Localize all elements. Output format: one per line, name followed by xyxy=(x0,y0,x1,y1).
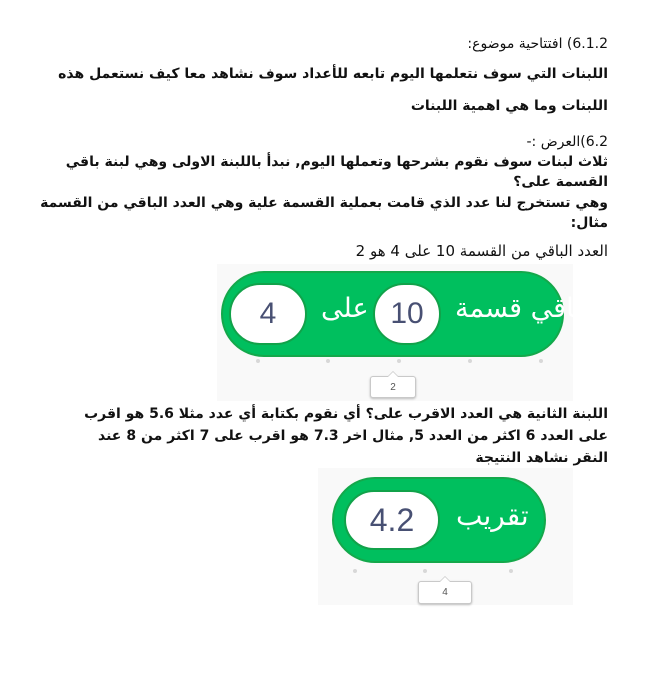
round-line-1 xyxy=(84,406,608,422)
round-block-screenshot xyxy=(318,468,573,605)
mod-result-tooltip: 2 xyxy=(370,376,416,398)
tick-mark xyxy=(326,359,330,363)
presentation-line-4: مثال: xyxy=(570,215,608,231)
presentation-example: العدد الباقي من القسمة 10 على 4 هو 2 xyxy=(355,242,608,260)
presentation-line-3: وهي تستخرج لنا عدد الذي قامت بعملية القسمة علية وهي العدد الباقي من القسمة xyxy=(40,195,608,211)
presentation-line-1: ثلاث لبنات سوف نقوم بشرحها وتعملها اليوم, نبدأ باللبنة الاولى وهي لبنة باقي xyxy=(65,154,608,170)
round-result-tooltip: 4 xyxy=(418,581,472,604)
round-block[interactable] xyxy=(332,477,546,563)
tick-mark xyxy=(423,569,427,573)
mod-label-on: على xyxy=(321,293,369,324)
mod-label-remainder: باقي قسمة xyxy=(455,293,582,324)
tick-mark xyxy=(539,359,543,363)
round-value-input[interactable]: 4.2 xyxy=(344,490,440,550)
intro-heading: 6.1.2) افتتاحية موضوع: xyxy=(467,36,608,52)
intro-line-2: اللبنات وما هي اهمية اللبنات xyxy=(410,98,608,114)
mod-divisor-input[interactable]: 4 xyxy=(229,283,307,345)
presentation-line-2: القسمة على؟ xyxy=(513,174,608,190)
round-line-3: النقر نشاهد النتيجة xyxy=(475,450,608,466)
tick-mark xyxy=(353,569,357,573)
mod-block-screenshot xyxy=(217,264,582,401)
round-label: تقريب xyxy=(456,499,529,532)
tick-mark xyxy=(397,359,401,363)
intro-line-1: اللبنات التي سوف نتعلمها اليوم تابعه للأعداد سوف نشاهد معا كيف نستعمل هذه xyxy=(58,66,608,82)
tick-mark xyxy=(256,359,260,363)
tick-mark xyxy=(509,569,513,573)
round-line-1-text: اللبنة الثانية هي العدد الاقرب على؟ أي نقوم بكتابة أي عدد مثلا 5.6 هو اقرب xyxy=(84,406,608,422)
tick-mark xyxy=(468,359,472,363)
presentation-heading: 6.2)العرض :- xyxy=(526,134,608,150)
mod-dividend-input[interactable]: 10 xyxy=(373,283,441,345)
round-line-2: على العدد 6 اكثر من العدد 5, مثال اخر 7.3 هو اقرب على 7 اكثر من 8 عند xyxy=(98,428,608,444)
mod-block[interactable] xyxy=(221,271,582,357)
